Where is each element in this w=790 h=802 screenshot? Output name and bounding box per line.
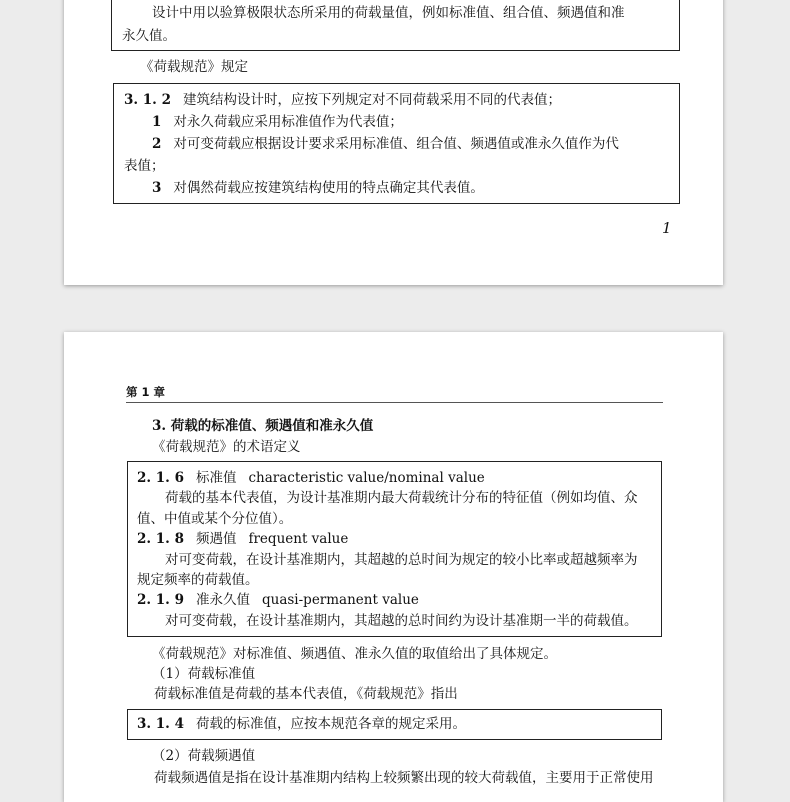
- definition-text: 对可变荷载，在设计基准期内，其超越的总时间约为设计基准期一半的荷载值。: [165, 613, 638, 629]
- definition-number: 2. 1. 6: [137, 470, 184, 486]
- clause-line: [124, 90, 561, 110]
- clause-line: [137, 714, 466, 734]
- definition-term: 频遇值: [195, 531, 237, 547]
- definition-title: [137, 529, 348, 549]
- definition-text: 对可变荷载，在设计基准期内，其超越的总时间为规定的较小比率或超越频率为: [165, 552, 638, 568]
- definition-title: [137, 468, 485, 488]
- item-number: 2: [152, 136, 162, 152]
- definition-english: characteristic value/nominal value: [248, 470, 485, 486]
- clause-text: 建筑结构设计时，应按下列规定对不同荷载采用不同的代表值；: [182, 92, 561, 108]
- paragraph: 《荷载规范》对标准值、频遇值、准永久值的取值给出了具体规定。: [152, 646, 557, 662]
- definition-text: 规定频率的荷载值。: [137, 572, 259, 588]
- item-number: 1: [152, 114, 162, 130]
- page-number: 1: [662, 219, 672, 237]
- definition-number: 2. 1. 8: [137, 531, 184, 547]
- clause-number: 3. 1. 2: [124, 92, 171, 108]
- definition-box-top: [111, 0, 680, 51]
- clause-box-312: [113, 83, 680, 204]
- subheading: （1）荷载标准值: [152, 666, 256, 682]
- box-line: 永久值。: [122, 28, 176, 44]
- clause-item-continuation: 表值；: [124, 158, 165, 174]
- subheading: （2）荷载频遇值: [152, 748, 256, 764]
- definition-text: 荷载的基本代表值，为设计基准期内最大荷载统计分布的特征值（例如均值、众: [165, 490, 638, 506]
- definitions-box: [127, 461, 662, 637]
- definition-term: 标准值: [195, 470, 237, 486]
- definition-term: 准永久值: [195, 592, 250, 608]
- item-text: 对偶然荷载应按建筑结构使用的特点确定其代表值。: [173, 180, 484, 196]
- item-number: 3: [152, 180, 162, 196]
- clause-item: [152, 178, 484, 198]
- intro-text: 《荷载规范》的术语定义: [152, 439, 301, 455]
- box-line: 设计中用以验算极限状态所采用的荷载量值，例如标准值、组合值、频遇值和准: [152, 5, 625, 21]
- header-rule: [126, 402, 663, 403]
- chapter-header: 第 1 章: [126, 385, 166, 399]
- item-text: 对可变荷载应根据设计要求采用标准值、组合值、频遇值或准永久值作为代: [173, 136, 619, 152]
- definition-english: quasi-permanent value: [261, 592, 419, 608]
- caption: 《荷载规范》规定: [140, 59, 248, 75]
- clause-item: [152, 112, 403, 132]
- clause-number: 3. 1. 4: [137, 716, 184, 732]
- clause-box-314: [127, 709, 662, 740]
- clause-text: 荷载的标准值，应按本规范各章的规定采用。: [195, 716, 466, 732]
- document-page-2: [64, 332, 723, 802]
- definition-english: frequent value: [248, 531, 349, 547]
- definition-number: 2. 1. 9: [137, 592, 184, 608]
- definition-text: 值、中值或某个分位值）。: [137, 511, 293, 527]
- clause-item: [152, 134, 619, 154]
- paragraph: 荷载标准值是荷载的基本代表值，《荷载规范》指出: [154, 686, 458, 702]
- paragraph: 荷载频遇值是指在设计基准期内结构上较频繁出现的较大荷载值，主要用于正常使用: [154, 770, 654, 786]
- item-text: 对永久荷载应采用标准值作为代表值；: [173, 114, 403, 130]
- section-heading: 3. 荷载的标准值、频遇值和准永久值: [152, 418, 374, 434]
- document-page-1: [64, 0, 723, 285]
- definition-title: [137, 590, 419, 610]
